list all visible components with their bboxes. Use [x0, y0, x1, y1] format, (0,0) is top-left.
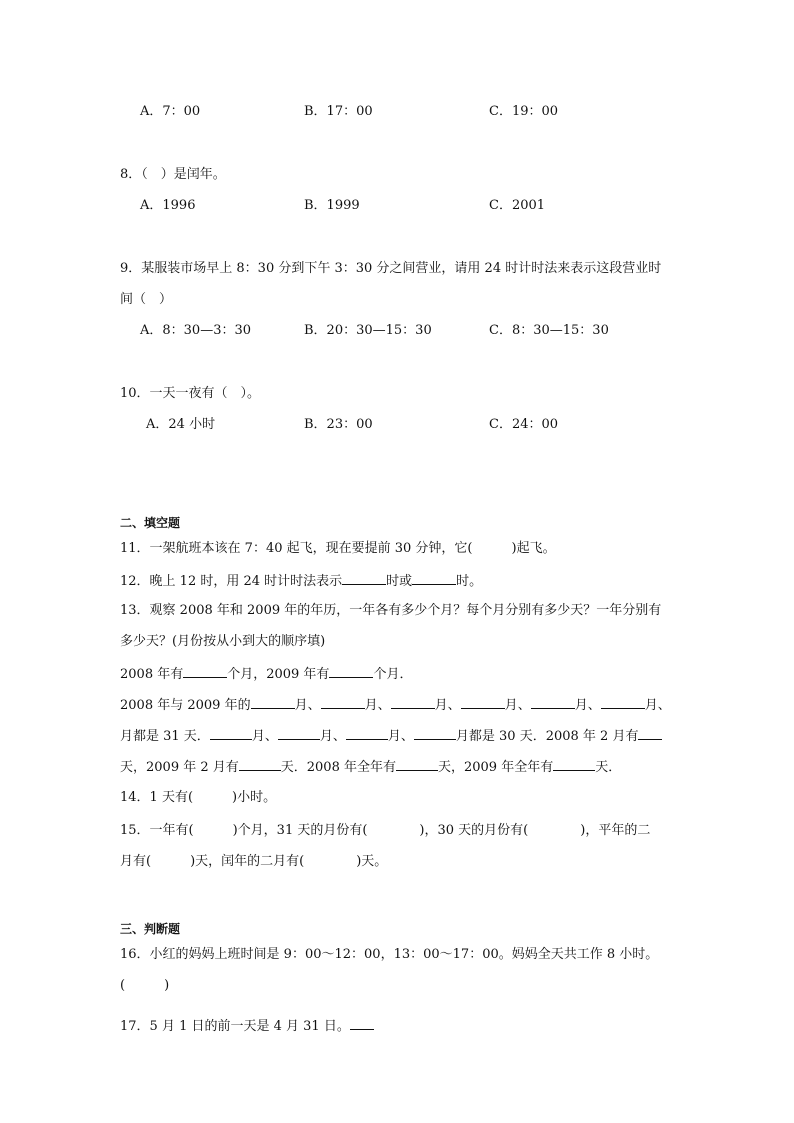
answer-blank[interactable]	[342, 571, 386, 585]
q7-option-a: A．7：00	[140, 104, 201, 119]
answer-blank[interactable]	[350, 1016, 374, 1030]
q10-option-a: A．24 小时	[146, 417, 216, 432]
q13-line1: 13．观察 2008 年和 2009 年的年历，一年各有多少个月？每个月分别有多少天？一年分别有	[120, 603, 662, 618]
answer-blank[interactable]	[414, 726, 456, 740]
q15-line2: 月有( )天，闰年的二月有( )天。	[120, 854, 388, 869]
q8-option-b: B．1999	[304, 198, 360, 213]
q8-option-c: C．2001	[489, 198, 546, 213]
q13-text: 天．2008 年全年有	[280, 760, 396, 775]
separator: 、	[400, 729, 414, 744]
q13-text: 个月，2009 年有	[227, 667, 330, 682]
answer-blank[interactable]	[391, 695, 435, 709]
q15-line1: 15．一年有( )个月，31 天的月份有( )，30 天的月份有( )，平年的二	[120, 823, 651, 838]
q7-option-c: C．19：00	[489, 104, 559, 119]
month-label: 月	[434, 698, 448, 713]
q13-line4	[120, 695, 671, 715]
q16-line2: ( )	[120, 978, 170, 993]
q10-option-b: B．23：00	[304, 417, 373, 432]
q13-text: 2008 年有	[120, 667, 184, 682]
q13-text: 天，2009 年 2 月有	[120, 760, 239, 775]
separator: 、	[307, 698, 321, 713]
month-label: 月	[319, 729, 333, 744]
separator: 、	[517, 698, 531, 713]
month-label: 月	[294, 698, 308, 713]
answer-blank[interactable]	[346, 726, 388, 740]
answer-blank[interactable]	[210, 726, 252, 740]
separator: 、	[332, 729, 346, 744]
answer-blank[interactable]	[461, 695, 505, 709]
q13-line6	[120, 757, 621, 777]
separator: 、	[447, 698, 461, 713]
answer-blank[interactable]	[601, 695, 645, 709]
q10-option-c: C．24：00	[489, 417, 559, 432]
q8-option-a: A．1996	[140, 198, 196, 213]
separator: 、	[587, 698, 601, 713]
q13-text: 月都是 30 天．2008 年 2 月有	[455, 729, 639, 744]
q17-text: 17．5 月 1 日的前一天是 4 月 31 日。	[120, 1019, 350, 1034]
q13-text: 天，2009 年全年有	[437, 760, 554, 775]
q13-line2: 多少天？(月份按从小到大的顺序填)	[120, 634, 326, 649]
answer-blank[interactable]	[329, 664, 373, 678]
q9-option-c: C．8：30—15：30	[489, 323, 609, 338]
answer-blank[interactable]	[321, 695, 365, 709]
answer-blank[interactable]	[251, 695, 295, 709]
q12-text-1: 12．晚上 12 时，用 24 时计时法表示	[120, 574, 343, 589]
q14-text: 14．1 天有( )小时。	[120, 790, 277, 805]
answer-blank[interactable]	[553, 757, 595, 771]
answer-blank[interactable]	[412, 571, 456, 585]
q13-line3	[120, 664, 412, 684]
q12-line	[120, 571, 482, 591]
q16-line1: 16．小红的妈妈上班时间是 9：00～12：00，13：00～17：00。妈妈全天共工作 8 小时。	[120, 947, 659, 962]
separator: 、	[264, 729, 278, 744]
answer-blank[interactable]	[531, 695, 575, 709]
month-label: 月	[364, 698, 378, 713]
month-label: 月	[574, 698, 588, 713]
q10-stem: 10．一天一夜有（ ）。	[120, 386, 261, 401]
q12-text-2: 时或	[386, 574, 413, 589]
q12-text-3: 时。	[456, 574, 483, 589]
q7-option-b: B．17：00	[304, 104, 373, 119]
month-label: 月	[504, 698, 518, 713]
separator: 、	[657, 698, 671, 713]
answer-blank[interactable]	[396, 757, 438, 771]
month-label: 月	[644, 698, 658, 713]
answer-blank[interactable]	[638, 726, 662, 740]
q13-text: 月都是 31 天．	[120, 729, 210, 744]
q13-line5	[120, 726, 662, 746]
section-heading-judgement: 三、判断题	[120, 922, 181, 936]
month-label: 月	[251, 729, 265, 744]
q13-text: 个月．	[373, 667, 413, 682]
month-label: 月	[387, 729, 401, 744]
q11-text: 11．一架航班本该在 7：40 起飞，现在要提前 30 分钟，它( )起飞。	[120, 541, 556, 556]
answer-blank[interactable]	[183, 664, 227, 678]
q9-option-a: A．8：30—3：30	[140, 323, 252, 338]
q9-stem-line1: 9．某服装市场早上 8：30 分到下午 3：30 分之间营业，请用 24 时计时法来表示这段营业时	[120, 261, 662, 276]
section-heading-fill-blank: 二、填空题	[120, 516, 181, 530]
q13-text: 天．	[595, 760, 622, 775]
q9-stem-line2: 间（ ）	[120, 292, 173, 307]
q17-line	[120, 1016, 374, 1036]
q8-stem: 8．（ ）是闰年。	[120, 167, 226, 182]
answer-blank[interactable]	[278, 726, 320, 740]
q9-option-b: B．20：30—15：30	[304, 323, 432, 338]
q13-text: 2008 年与 2009 年的	[120, 698, 251, 713]
separator: 、	[377, 698, 391, 713]
answer-blank[interactable]	[239, 757, 281, 771]
